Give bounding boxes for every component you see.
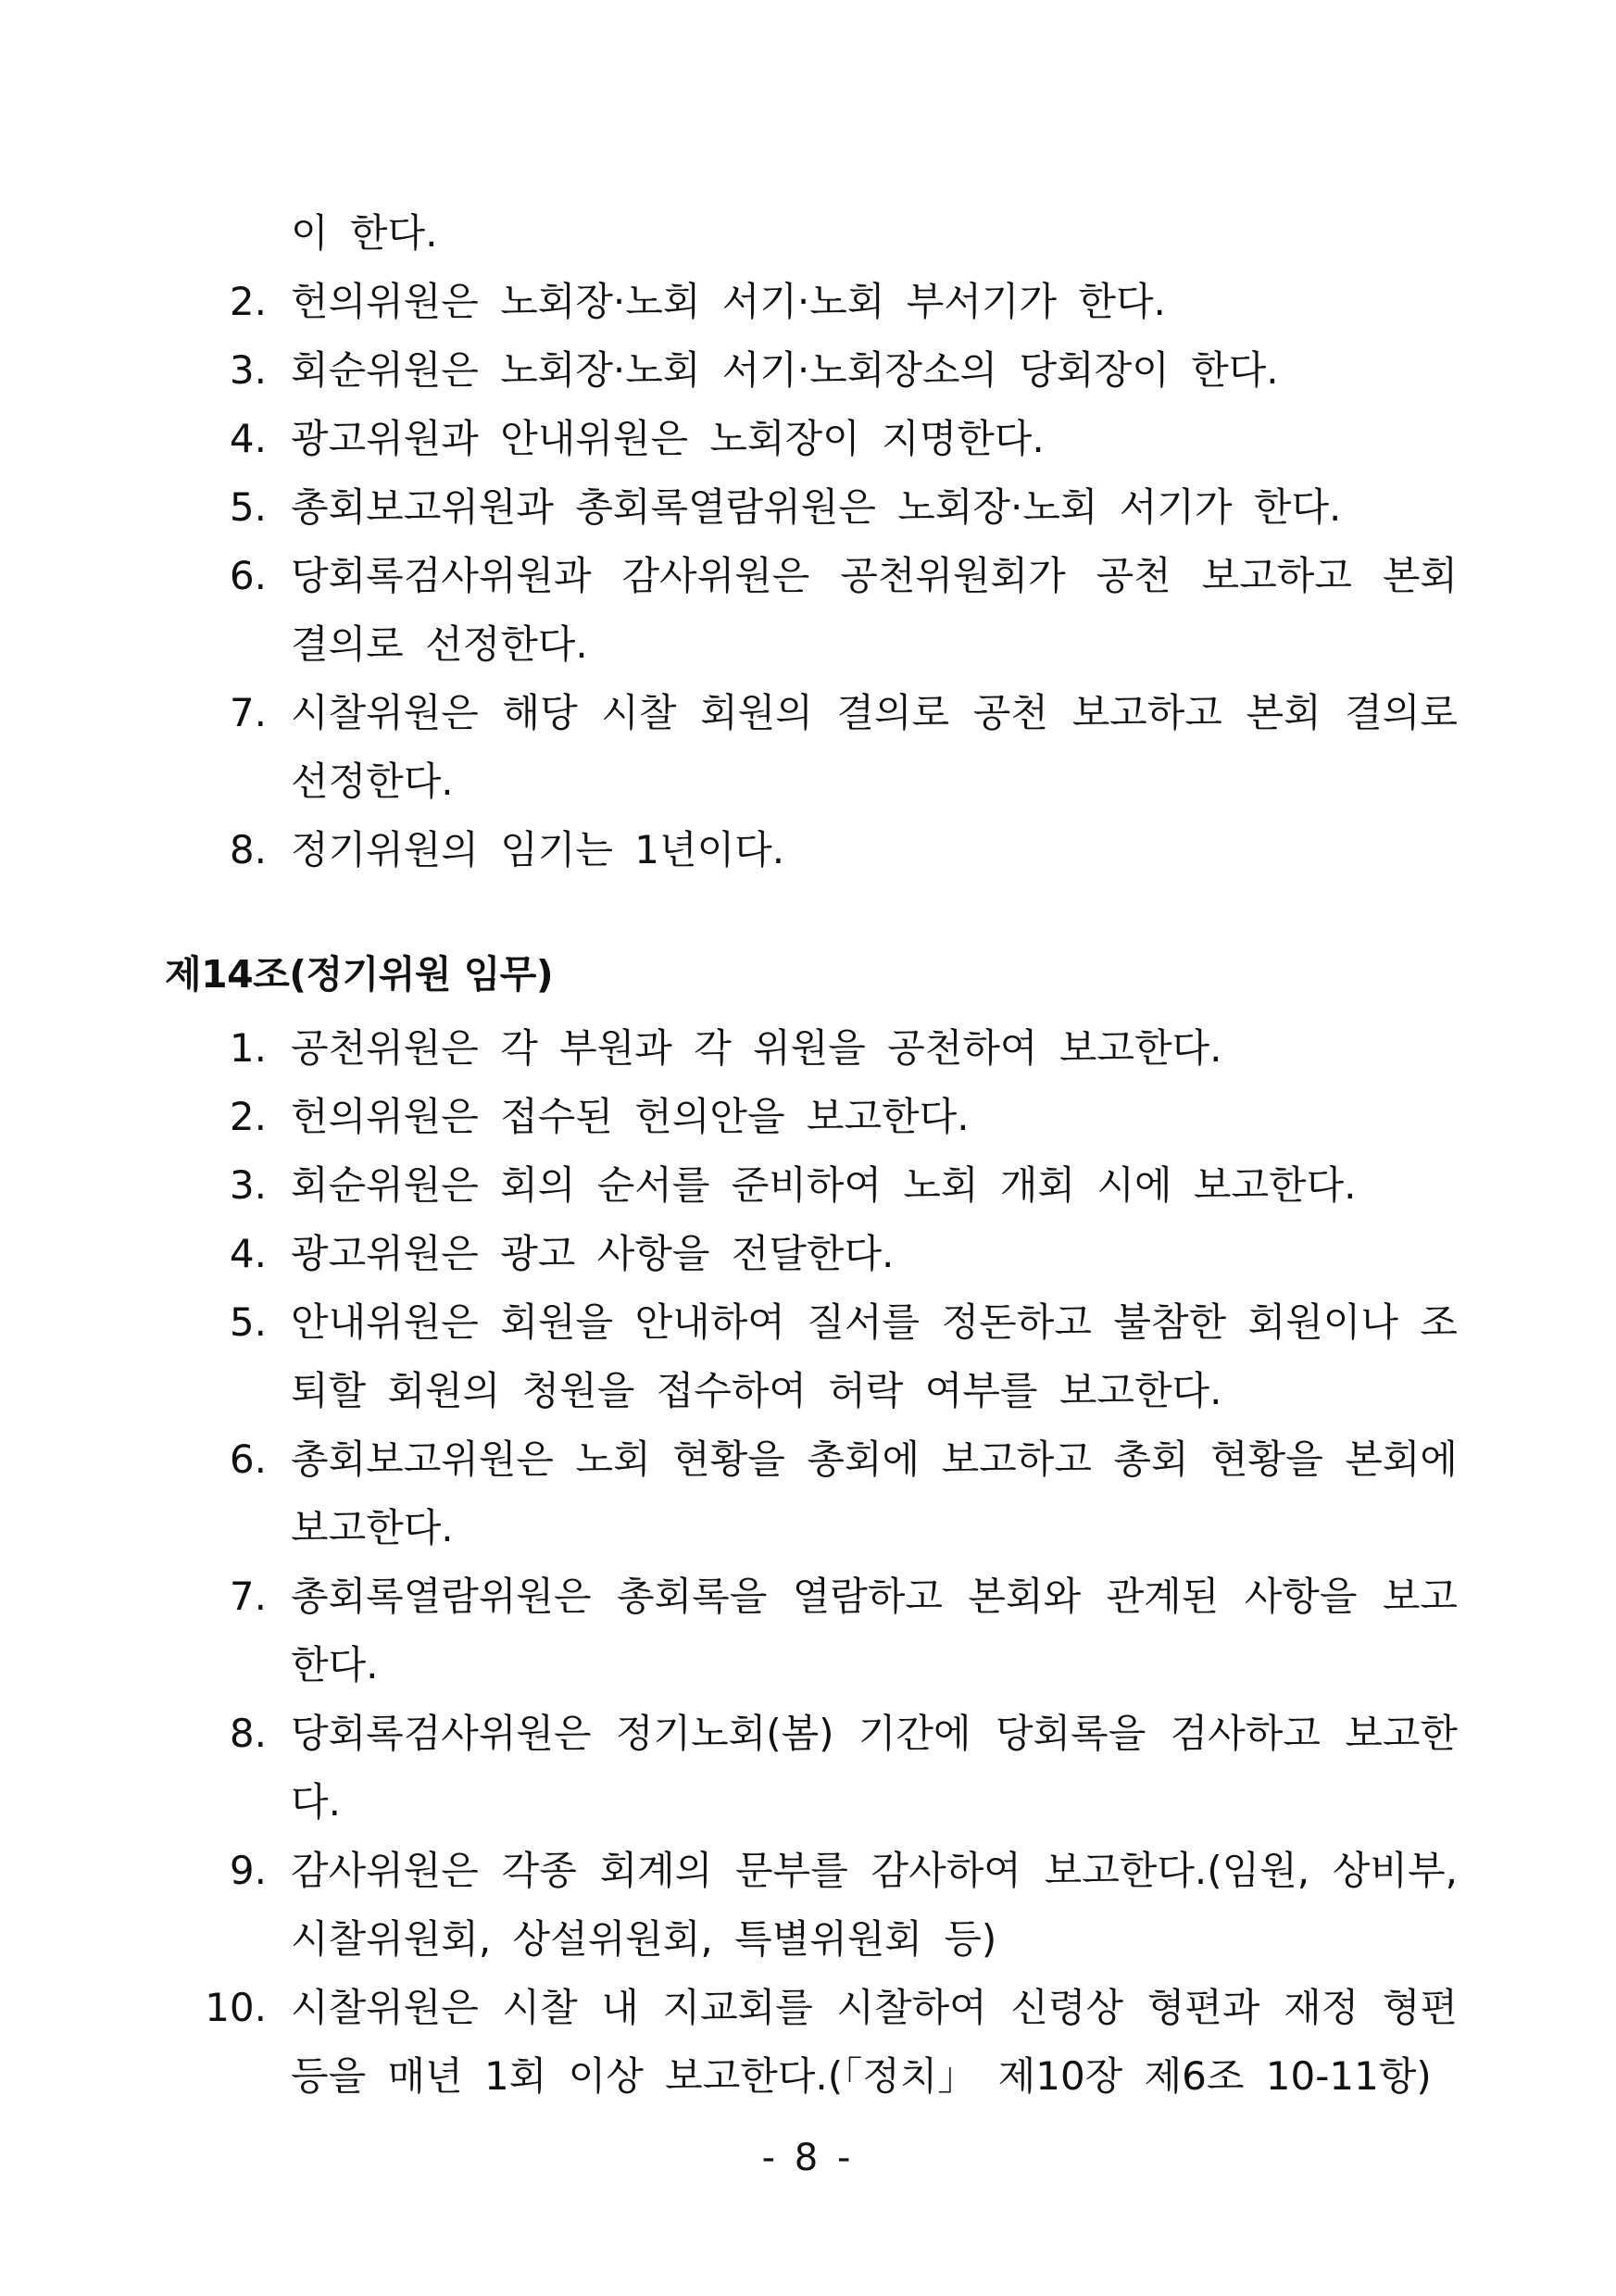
list-item: [0, 1151, 1458, 1220]
item-text: 정기위원의 임기는 1년이다.: [291, 827, 785, 872]
list-item: [0, 268, 1458, 336]
item-number: 1.: [229, 1025, 267, 1071]
list-item: [0, 473, 1458, 542]
item-number: 2.: [229, 1094, 267, 1139]
item-text: 안내위원은 회원을 안내하여 질서를 정돈하고 불참한 회원이나 조퇴할 회원의 청원을 접수하여 허락 여부를 보고한다.: [291, 1299, 1458, 1413]
item-number: 6.: [229, 553, 267, 598]
item-number: 4.: [229, 416, 267, 461]
list-item: [0, 816, 1458, 885]
item-number: 8.: [229, 827, 267, 872]
page-number: - 8 -: [761, 2137, 855, 2179]
item-number: 7.: [229, 1574, 267, 1619]
item-number: 10.: [205, 1985, 267, 2030]
item-number: 6.: [229, 1437, 267, 1482]
item-text: 광고위원과 안내위원은 노회장이 지명한다.: [291, 416, 1045, 461]
item-text: 공천위원은 각 부원과 각 위원을 공천하여 보고한다.: [291, 1025, 1222, 1071]
item-number: 3.: [229, 347, 267, 393]
item-text: 당회록검사위원은 정기노회(봄) 기간에 당회록을 검사하고 보고한다.: [291, 1711, 1458, 1825]
article-heading: 제14조(정기위원 임무): [165, 952, 554, 997]
item-text: 감사위원은 각종 회계의 문부를 감사하여 보고한다.(임원, 상비부, 시찰위원회, 상설위원회, 특별위원회 등): [291, 1848, 1458, 1962]
item-text: 시찰위원은 해당 시찰 회원의 결의로 공천 보고하고 본회 결의로 선정한다.: [291, 690, 1458, 804]
item-number: 8.: [229, 1711, 267, 1756]
item-number: 5.: [229, 1299, 267, 1345]
item-number: 9.: [229, 1848, 267, 1893]
list-item: [0, 1083, 1458, 1151]
item-text: 시찰위원은 시찰 내 지교회를 시찰하여 신령상 형편과 재정 형편 등을 매년 1회 이상 보고한다.(「정치」 제10장 제6조 10-11항): [291, 1985, 1458, 2099]
item-text: 회순위원은 노회장·노회 서기·노회장소의 당회장이 한다.: [291, 347, 1279, 393]
item-number: 7.: [229, 690, 267, 735]
item-number: 4.: [229, 1231, 267, 1276]
list-item: [0, 1700, 1458, 1837]
list-item: [0, 1220, 1458, 1288]
list-item: [0, 1425, 1458, 1562]
item-text: 광고위원은 광고 사항을 전달한다.: [291, 1231, 895, 1276]
item-text: 총회록열람위원은 총회록을 열람하고 본회와 관계된 사항을 보고한다.: [291, 1574, 1458, 1687]
item-text: 총회보고위원은 노회 현황을 총회에 보고하고 총회 현황을 본회에 보고한다.: [291, 1437, 1458, 1550]
list-item: [0, 336, 1458, 405]
list-item: [0, 1014, 1458, 1083]
list-item: [0, 405, 1458, 473]
item-text: 총회보고위원과 총회록열람위원은 노회장·노회 서기가 한다.: [291, 484, 1342, 530]
item-number: 3.: [229, 1162, 267, 1208]
list-item: [0, 542, 1458, 679]
section-a-list: [0, 268, 1616, 885]
list-item: [0, 679, 1458, 816]
list-item: [0, 1288, 1458, 1425]
item-text: 회순위원은 회의 순서를 준비하여 노회 개회 시에 보고한다.: [291, 1162, 1357, 1208]
item-text: 헌의위원은 접수된 헌의안을 보고한다.: [291, 1094, 970, 1139]
item-number: 2.: [229, 279, 267, 324]
item-text: 당회록검사위원과 감사위원은 공천위원회가 공천 보고하고 본회 결의로 선정한다.: [291, 553, 1458, 667]
list-item: [0, 1974, 1458, 2111]
list-item: [0, 1837, 1458, 1974]
list-item: [0, 1562, 1458, 1700]
item-number: 5.: [229, 484, 267, 530]
continuation-text: 이 한다.: [291, 210, 438, 256]
item-text: 헌의위원은 노회장·노회 서기·노회 부서기가 한다.: [291, 279, 1166, 324]
section-b-list: [0, 1014, 1616, 2111]
